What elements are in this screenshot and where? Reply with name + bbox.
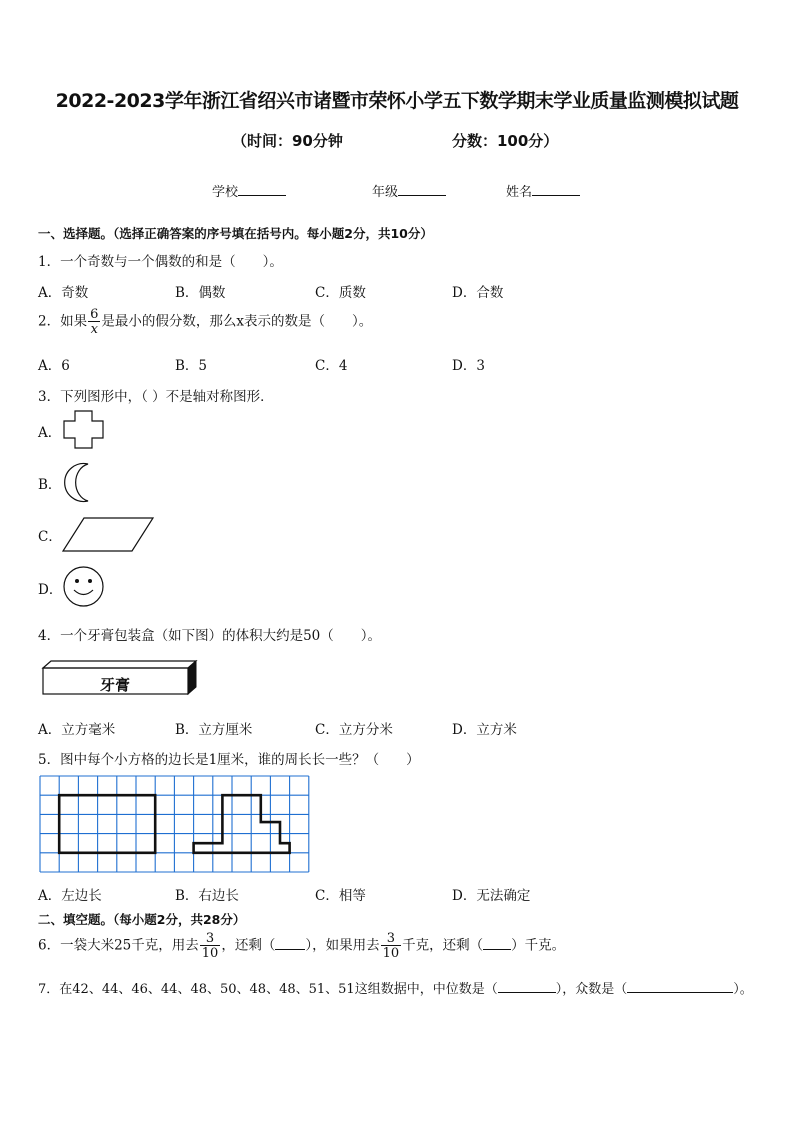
q3-option-d[interactable]: D． <box>38 582 63 598</box>
q1-option-a[interactable]: A．奇数 <box>38 285 89 301</box>
q2-option-d[interactable]: D．3 <box>452 358 485 374</box>
question-7: 7．在42、44、46、44、48、50、48、48、51、51这组数据中，中位数是（ ），众数是（ ）。 <box>38 982 753 997</box>
school-label: 学校 <box>212 185 239 200</box>
page-title: 2022-2023学年浙江省绍兴市诸暨市荣怀小学五下数学期末学业质量监测模拟试题 <box>55 90 739 112</box>
q2-option-a[interactable]: A．6 <box>38 358 70 374</box>
q2-option-b[interactable]: B．5 <box>175 358 208 374</box>
q6-blank-1[interactable] <box>275 937 305 950</box>
grade-field[interactable] <box>372 181 446 200</box>
q5-option-b[interactable]: B．右边长 <box>175 888 239 904</box>
q3-option-a[interactable]: A． <box>38 425 62 441</box>
toothpaste-box-label: 牙膏 <box>100 676 131 694</box>
q4-option-c[interactable]: C．立方分米 <box>315 722 393 738</box>
q1-option-b[interactable]: B．偶数 <box>175 285 226 301</box>
parallelogram-figure <box>62 517 156 553</box>
q4-option-a[interactable]: A．立方毫米 <box>38 722 116 738</box>
q2-fraction: $\frac{6}{x}$ <box>90 307 99 337</box>
q5-option-a[interactable]: A．左边长 <box>38 888 102 904</box>
q6-blank-2[interactable] <box>483 937 511 950</box>
q6-fraction-2: $\frac{3}{10}$ <box>382 931 400 961</box>
q3-option-c[interactable]: C． <box>38 529 62 545</box>
q5-option-c[interactable]: C．相等 <box>315 888 366 904</box>
question-3: 3．下列图形中，（ ）不是轴对称图形． <box>38 389 274 405</box>
q7-blank-mode[interactable] <box>627 980 733 993</box>
name-label: 姓名 <box>506 185 533 200</box>
question-4: 4．一个牙膏包装盒（如下图）的体积大约是50（ ）。 <box>38 628 382 644</box>
left-rectangle-shape <box>59 795 155 853</box>
q1-option-d[interactable]: D．合数 <box>452 285 504 301</box>
section-choice-heading: 一、选择题。（选择正确答案的序号填在括号内。每小题2分，共10分） <box>38 226 433 241</box>
q5-option-d[interactable]: D．无法确定 <box>452 888 531 904</box>
perimeter-grid-figure <box>39 775 311 873</box>
grade-label: 年级 <box>372 185 399 200</box>
q6-fraction-1: $\frac{3}{10}$ <box>201 931 219 961</box>
cross-shape-figure <box>63 410 105 450</box>
q3-option-b[interactable]: B． <box>38 477 62 493</box>
q4-option-d[interactable]: D．立方米 <box>452 722 517 738</box>
right-stepped-shape <box>194 795 290 853</box>
smiley-face-figure <box>63 566 105 608</box>
crescent-moon-figure <box>62 462 94 504</box>
question-6: 6．一袋大米25千克，用去 $\frac{3}{10}$ ，还剩（ ），如果用去 $\frac{3}{10}$ 千克，还剩（ ）千克。 <box>38 931 566 961</box>
question-5: 5．图中每个小方格的边长是1厘米，谁的周长长一些？（ ） <box>38 752 420 768</box>
section-fill-heading: 二、填空题。（每小题2分，共28分） <box>38 912 246 927</box>
q1-option-c[interactable]: C．质数 <box>315 285 366 301</box>
q4-option-b[interactable]: B．立方厘米 <box>175 722 253 738</box>
q7-blank-median[interactable] <box>498 980 556 993</box>
question-2: 2．如果 $\frac{6}{x}$ 是最小的假分数，那么x表示的数是（ ）。 <box>38 307 373 337</box>
exam-time: （时间：90分钟 <box>232 132 343 150</box>
name-field[interactable] <box>506 181 580 200</box>
question-1: 1．一个奇数与一个偶数的和是（ ）。 <box>38 254 283 270</box>
school-field[interactable] <box>212 181 286 200</box>
exam-score: 分数：100分） <box>452 132 559 150</box>
q2-option-c[interactable]: C．4 <box>315 358 348 374</box>
